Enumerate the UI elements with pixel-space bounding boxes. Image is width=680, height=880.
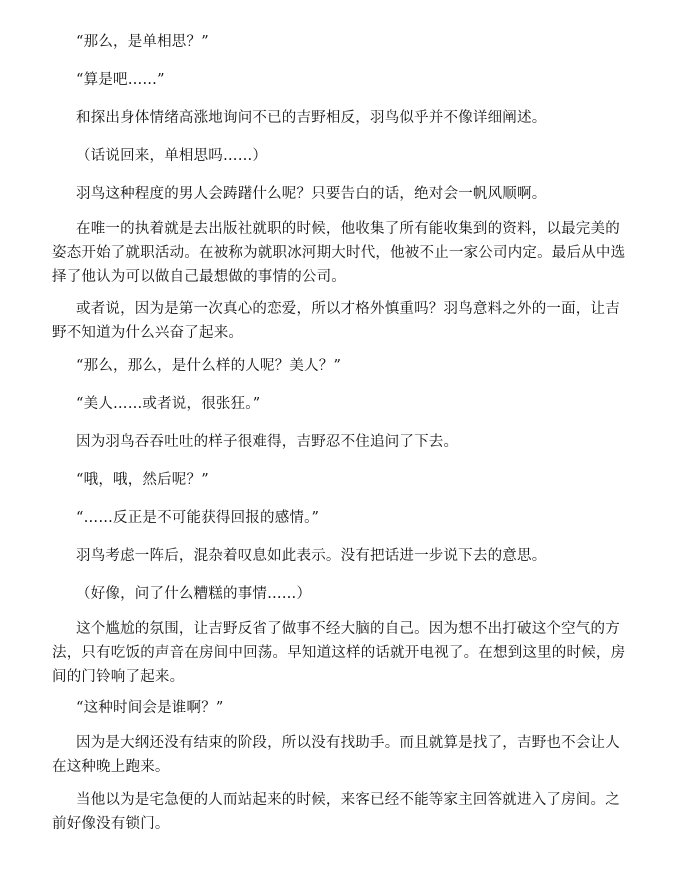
paragraph: 因为羽鸟吞吞吐吐的样子很难得，吉野忍不住追问了下去。	[76, 434, 459, 450]
paragraph: “那么，是单相思？”	[76, 34, 209, 50]
paragraph: 和探出身体情绪高涨地询问不已的吉野相反，羽鸟似乎并不像详细阐述。	[76, 110, 547, 126]
paragraph: “那么，那么，是什么样的人呢？美人？”	[76, 358, 342, 374]
paragraph: “哦，哦，然后呢？”	[76, 472, 209, 488]
paragraph: 当他以为是宅急便的人而站起来的时候，来客已经不能等家主回答就进入了房间。之前好像没有锁门。	[52, 792, 620, 832]
paragraph: 或者说，因为是第一次真心的恋爱，所以才格外慎重吗？羽鸟意料之外的一面，让吉野不知道为什么兴奋了起来。	[52, 301, 620, 341]
paragraph: 羽鸟考虑一阵后，混杂着叹息如此表示。没有把话进一步说下去的意思。	[76, 548, 547, 564]
paragraph: （好像，问了什么糟糕的事情……）	[76, 586, 312, 602]
paragraph: 因为是大纲还没有结束的阶段，所以没有找助手。而且就算是找了，吉野也不会让人在这种晚上跑来。	[52, 735, 620, 775]
paragraph: 这个尴尬的氛围，让吉野反省了做事不经大脑的自己。因为想不出打破这个空气的方法，只有吃饭的声音在房间中回荡。早知道这样的话就开电视了。在想到这里的时候，房间的门铃响了起来。	[52, 621, 626, 685]
paragraph: “这种时间会是谁啊？”	[76, 700, 224, 716]
paragraph: “算是吧……”	[76, 72, 165, 88]
paragraph: “……反正是不可能获得回报的感情。”	[76, 510, 320, 526]
paragraph: 羽鸟这种程度的男人会踌躇什么呢？只要告白的话，绝对会一帆风顺啊。	[76, 186, 547, 202]
paragraph: 在唯一的执着就是去出版社就职的时候，他收集了所有能收集到的资料，以最完美的姿态开始了就职活动。在被称为就职冰河期大时代，他被不止一家公司内定。最后从中选择了他认为可以做自己最想做的事情的公司。	[52, 221, 626, 285]
paragraph: （话说回来，单相思吗……）	[76, 148, 268, 164]
paragraph: “美人……或者说，很张狂。”	[76, 396, 261, 412]
